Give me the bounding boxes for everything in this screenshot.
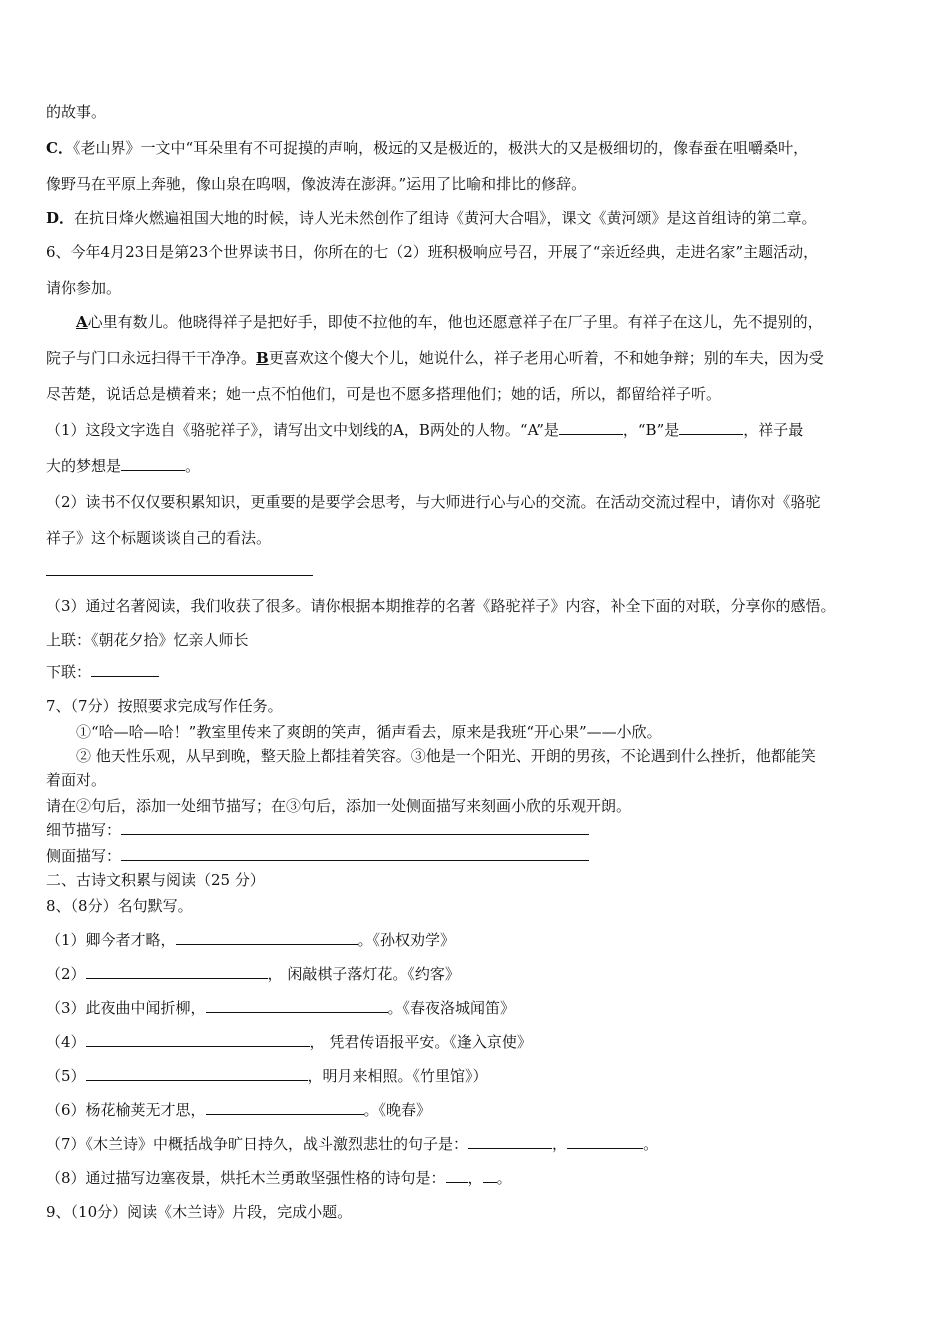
passage-text: 更喜欢这个傻大个儿，她说什么，祥子老用心听着，不和她争辩；别的车夫，因为受 [268,349,824,367]
question-text: ，祥子最 [743,421,804,439]
passage-text: 心里有数儿。他晓得祥子是把好手，即使不拉他的车，他也还愿意祥子在厂子里。有祥子在这儿，先不提别的， [87,313,823,331]
answer-blank[interactable] [679,420,743,435]
question-text: 。《孙权劝学》 [357,931,456,949]
question-text: 下联： [46,663,92,681]
question-text: （3）此夜曲中闻折柳， [46,999,206,1017]
question-text: （1）卿今者才略， [46,931,176,949]
recite-item [46,998,515,1018]
answer-blank[interactable] [206,998,388,1013]
passage-text: 院子与门口永远扫得干干净净。 [46,349,257,367]
question-text: 。 [185,457,201,475]
question-text: 大的梦想是 [46,457,122,475]
answer-blank[interactable] [483,1168,497,1183]
question-8: 8、（8分）名句默写。 [46,897,193,915]
question-7: 7、（7分）按照要求完成写作任务。 [46,697,283,715]
question-text: （4） [46,1033,86,1051]
answer-blank[interactable] [86,1032,310,1047]
question-text: ，明月来相照。《竹里馆》） [307,1067,488,1085]
question-text: （7）《木兰诗》中概括战争旷日持久，战斗激烈悲壮的句子是： [46,1135,469,1153]
text-line: 祥子》这个标题谈谈自己的看法。 [46,529,272,547]
passage-line [46,348,824,368]
recite-item [46,1168,512,1188]
question-text: ， [467,1169,483,1187]
recite-item [46,1066,488,1086]
option-d [46,208,817,228]
detail-line [46,820,589,840]
question-text: （1）这段文字选自《骆驼祥子》，请写出文中划线的A，B两处的人物。“A”是 [46,421,559,439]
question-text: （6）杨花榆荚无才思， [46,1101,206,1119]
recite-item [46,930,455,950]
answer-blank[interactable] [559,420,623,435]
question-text: 。 [643,1135,659,1153]
sub-question-1 [46,420,803,440]
answer-blank[interactable] [86,964,268,979]
option-text: 《老山界》一文中“耳朵里有不可捉摸的声响，极远的又是极近的，极洪大的又是极细切的，像春蚕在咀嚼桑叶， [72,139,809,157]
text-line: 请你参加。 [46,279,122,297]
couplet-lower [46,662,159,682]
question-text: 。 [496,1169,512,1187]
question-text: 。《晚春》 [363,1101,432,1119]
question-text: （5） [46,1067,86,1085]
section-heading: 二、古诗文积累与阅读（25 分） [46,871,265,889]
option-label: C． [46,139,73,157]
option-c [46,138,808,158]
field-label: 侧面描写： [46,847,122,865]
answer-blank[interactable] [121,820,589,835]
text-line: ①“哈—哈—哈！”教室里传来了爽朗的笑声，循声看去，原来是我班“开心果”——小欣。 [76,723,662,741]
answer-blank[interactable] [206,1100,364,1115]
passage-line [76,312,823,332]
recite-item [46,964,460,984]
sub-question-3: （3）通过名著阅读，我们收获了很多。请你根据本期推荐的名著《路驼祥子》内容，补全下面的对联，分享你的感悟。 [46,597,836,615]
side-line [46,846,589,866]
recite-item [46,1032,532,1052]
couplet-upper: 上联：《朝花夕拾》忆亲人师长 [46,631,249,649]
question-text: （8）通过描写边塞夜景，烘托木兰勇敢坚强性格的诗句是： [46,1169,446,1187]
question-6: 6、今年4月23日是第23个世界读书日，你所在的七（2）班积极响应号召，开展了“亲近经典，走进名家”主题活动， [46,243,819,261]
answer-blank[interactable] [86,1066,308,1081]
question-text: ， [552,1135,568,1153]
answer-blank[interactable] [176,930,358,945]
question-text: （2） [46,965,86,983]
answer-blank[interactable] [121,846,589,861]
field-label: 细节描写： [46,821,122,839]
text-line: 像野马在平原上奔驰，像山泉在呜咽，像波涛在澎湃。”运用了比喻和排比的修辞。 [46,175,587,193]
question-text: ，“B”是 [622,421,680,439]
recite-item [46,1134,658,1154]
passage-line: 尽苦楚，说话总是横着来；她一点不怕他们，可是也不愿多搭理他们；她的话，所以，都留给祥子听。 [46,385,722,403]
question-text: ， 凭君传语报平安。《逢入京使》 [309,1033,532,1051]
option-label: D． [46,209,75,227]
question-text: ， 闲敲棋子落灯花。《约客》 [267,965,460,983]
answer-line[interactable] [46,575,313,576]
question-9: 9、（10分）阅读《木兰诗》片段，完成小题。 [46,1203,353,1221]
answer-blank[interactable] [91,662,159,677]
text-line [46,456,200,476]
sub-question-2: （2）读书不仅仅要积累知识，更重要的是要学会思考，与大师进行心与心的交流。在活动交流过程中，请你对《骆驼 [46,493,821,511]
text-line: ② 他天性乐观，从早到晚，整天脸上都挂着笑容。③他是一个阳光、开朗的男孩，不论遇到什么挫折，他都能笑 [76,747,816,765]
question-text: 。《春夜洛城闻笛》 [387,999,516,1017]
underline-a: A [76,313,88,331]
option-text: 在抗日烽火燃遍祖国大地的时候，诗人光未然创作了组诗《黄河大合唱》，课文《黄河颂》是这首组诗的第二章。 [74,209,817,227]
answer-blank[interactable] [567,1134,643,1149]
answer-blank[interactable] [446,1168,468,1183]
text-line: 的故事。 [46,103,107,121]
answer-blank[interactable] [121,456,185,471]
text-line: 着面对。 [46,771,107,789]
answer-blank[interactable] [468,1134,552,1149]
underline-b: B [256,349,269,367]
text-line: 请在②句后，添加一处细节描写；在③句后，添加一处侧面描写来刻画小欣的乐观开朗。 [46,797,632,815]
recite-item [46,1100,431,1120]
